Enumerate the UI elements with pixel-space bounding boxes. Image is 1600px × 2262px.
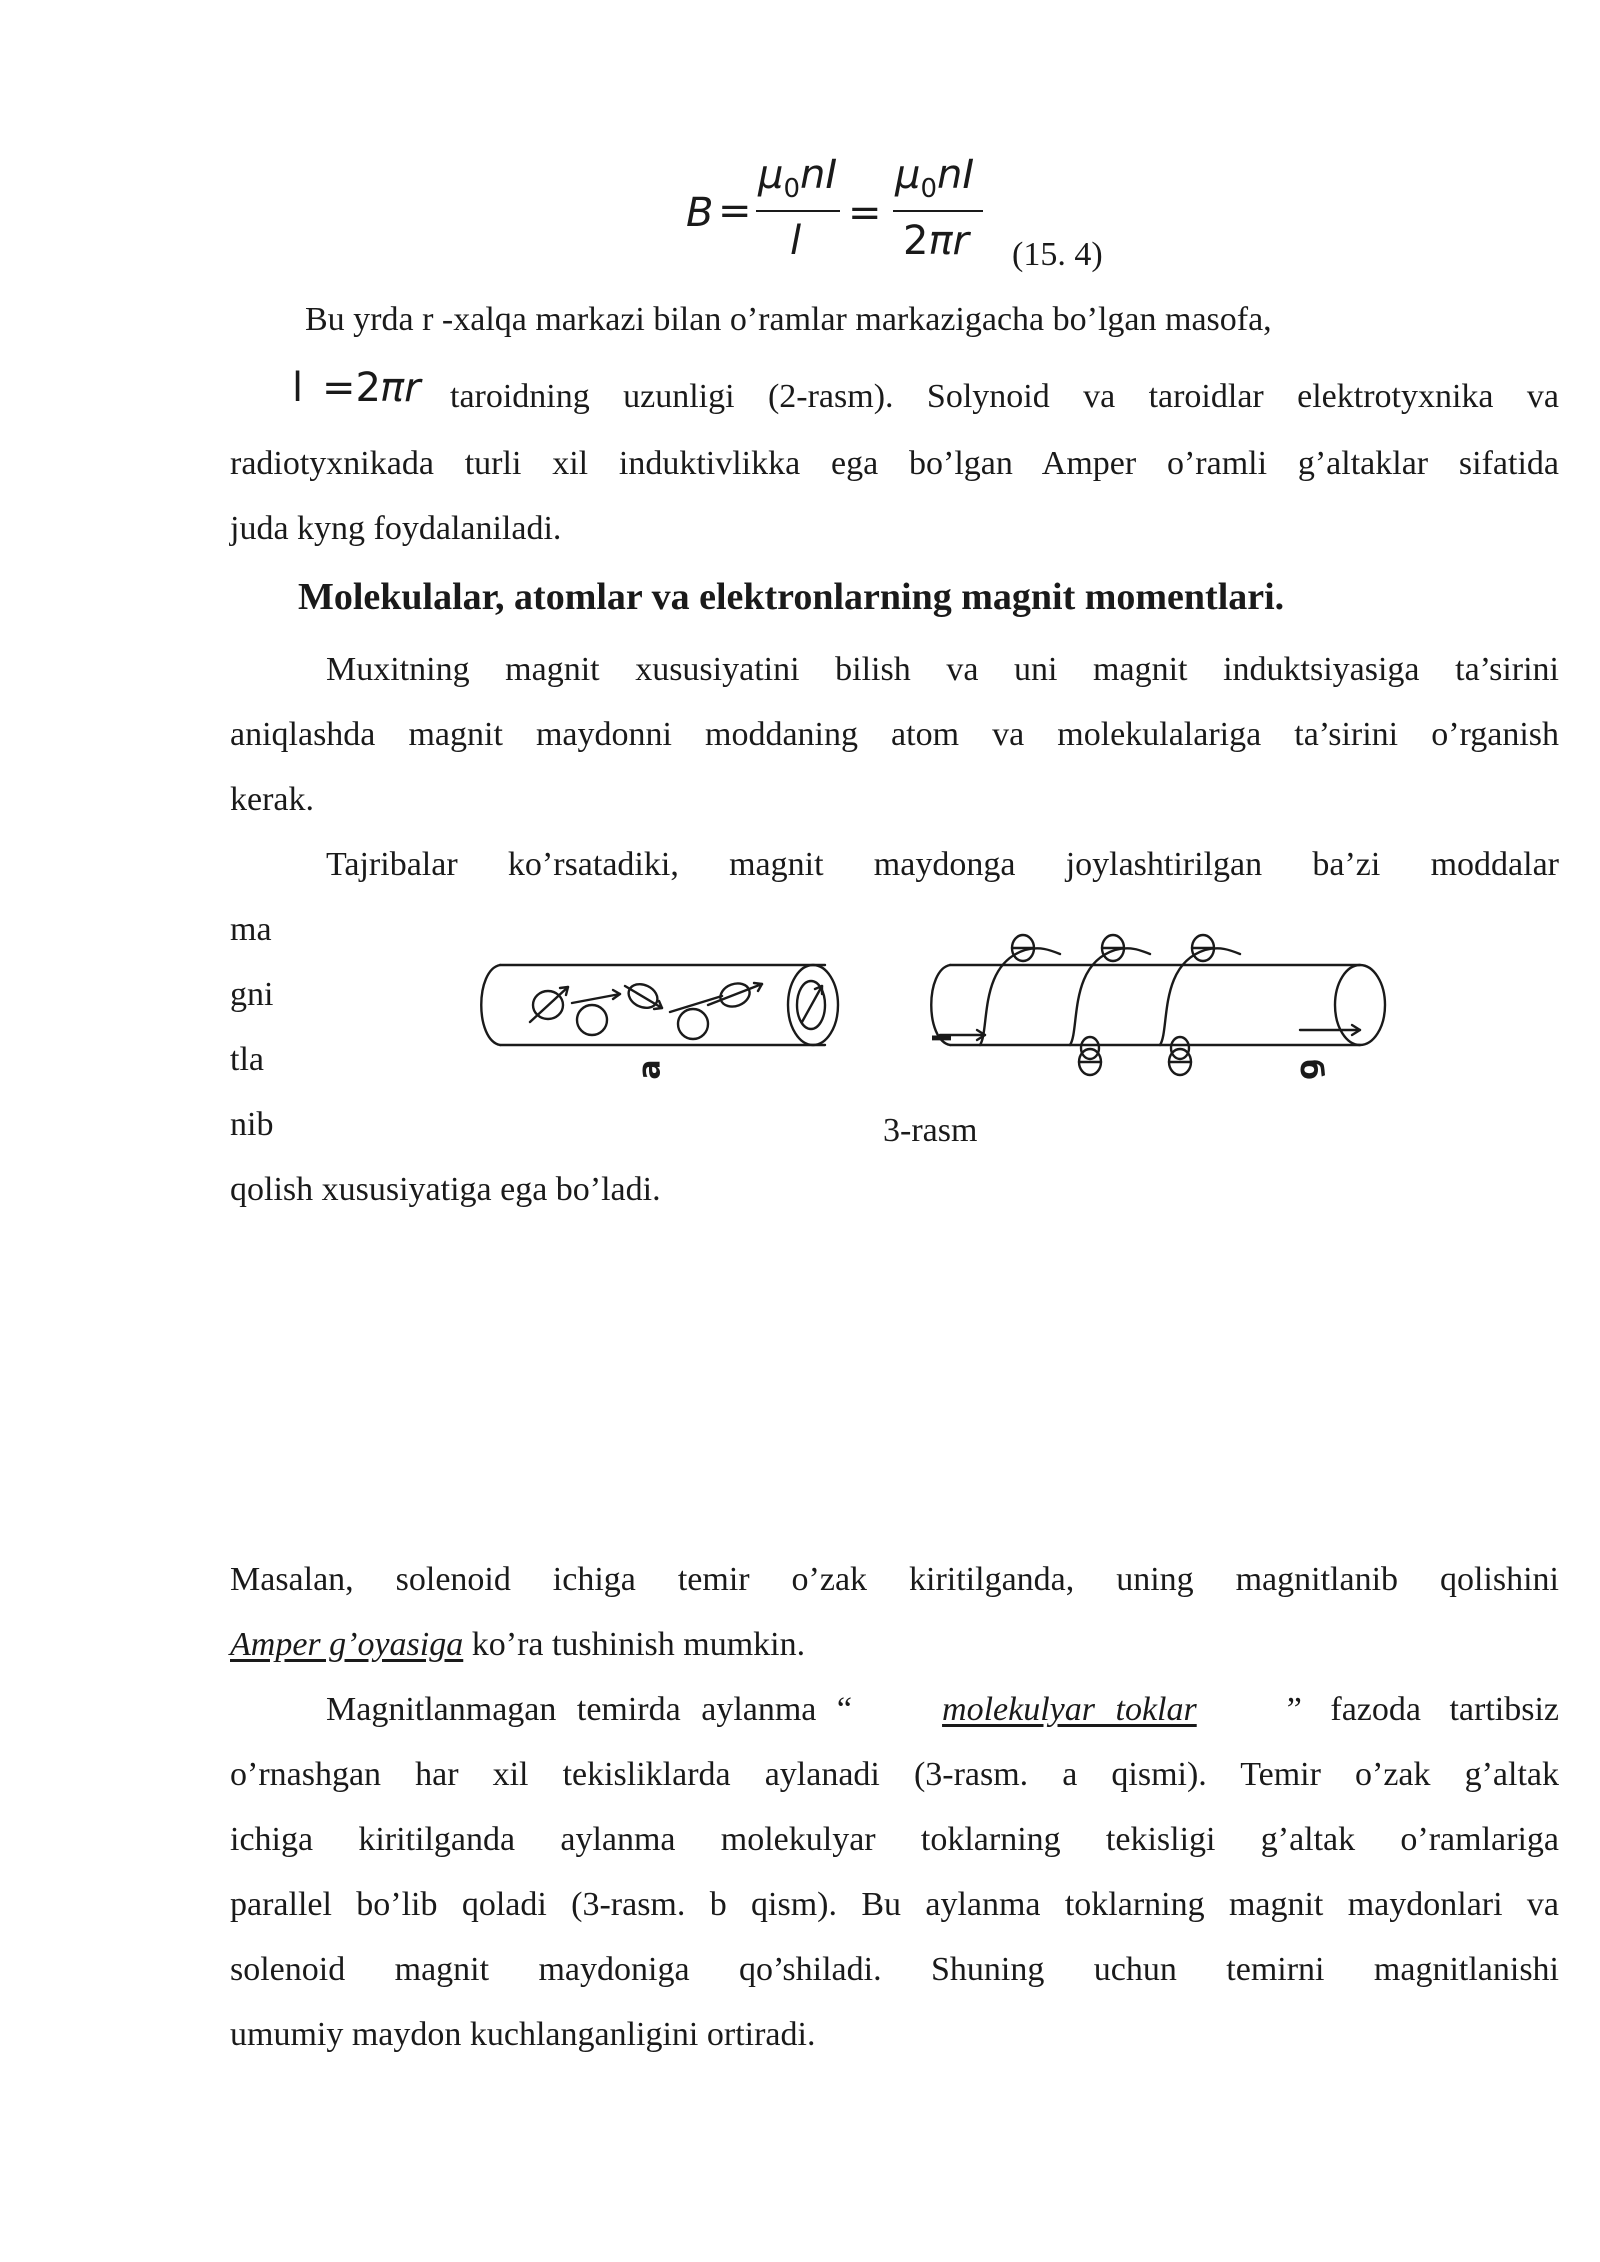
para1-line1: Bu yrda r -xalqa markazi bilan o’ramlar markazigacha bo’lgan masofa, <box>305 301 1272 338</box>
link-amper-goyasi[interactable]: Amper g’oyasiga <box>230 1626 464 1663</box>
para1-math-var: πr <box>380 365 421 411</box>
formula-den2 <box>903 218 969 264</box>
solenoid-b-cylinder <box>931 965 1385 1045</box>
para2-line3: kerak. <box>230 781 315 818</box>
para5-line3: ichiga kiritilganda aylanma molekulyar toklarning tekisligi g’altak o’ramlariga <box>230 1821 1559 1858</box>
para4-line2 <box>230 1628 805 1662</box>
formula-num1-sub: 0 <box>783 174 800 204</box>
para2-line2: aniqlashda magnit maydonni moddaning atom va molekulalariga ta’sirini o’rganish <box>230 716 1559 753</box>
formula-num2-rest: nI <box>937 152 975 198</box>
figure-label-a: a <box>632 1059 668 1080</box>
solenoid-b-windings <box>940 948 1360 1045</box>
para1-line2: taroidning uzunligi (2-rasm). Solynoid va taroidlar elektrotyxnika va <box>450 378 1559 415</box>
figure-label-current: I <box>924 1033 955 1043</box>
formula-den2-var: πr <box>928 218 969 264</box>
molecular-current-loops-b <box>1012 935 1214 1075</box>
formula-den2-num: 2 <box>903 218 929 264</box>
para5-line4: parallel bo’lib qoladi (3-rasm. b qism). Bu aylanma toklarning magnit maydonlari va <box>230 1886 1559 1923</box>
para5-line1-pre: Magnitlanmagan temirda aylanma “ <box>326 1691 852 1728</box>
para1-line4: juda kyng foydalaniladi. <box>230 510 562 547</box>
figure-3-diagram <box>460 910 1410 1100</box>
para2-line1: Muxitning magnit xususiyatini bilish va uni magnit induktsiyasiga ta’sirini <box>326 651 1559 688</box>
para3-line-last: qolish xususiyatiga ega bo’ladi. <box>230 1171 661 1208</box>
formula-num2-sub: 0 <box>920 174 937 204</box>
formula-fraction-bar-2 <box>893 210 983 212</box>
para1-math-l: l <box>292 365 304 411</box>
formula-fraction-bar-1 <box>756 210 840 212</box>
para3-fragment-2: gni <box>230 976 274 1013</box>
formula-den1: l <box>790 218 802 264</box>
formula-num1-rest: nI <box>800 152 838 198</box>
formula-num1 <box>758 152 837 204</box>
para3-fragment-1: ma <box>230 911 272 948</box>
formula-num2 <box>895 152 974 204</box>
para5-line2: o’rnashgan har xil tekisliklarda aylanadi (3-rasm. a qismi). Temir o’zak g’altak <box>230 1756 1559 1793</box>
para5-line5: solenoid magnit maydoniga qo’shiladi. Shuning uchun temirni magnitlanishi <box>230 1951 1559 1988</box>
para1-math-eq: =2 <box>322 365 381 411</box>
para5-line1-post: ” fazoda tartibsiz <box>1286 1691 1559 1728</box>
molecular-current-loops-a <box>530 980 825 1039</box>
formula-label: (15. 4) <box>1012 236 1103 273</box>
para1-line3: radiotyxnikada turli xil induktivlikka ega bo’lgan Amper o’ramli g’altaklar sifatida <box>230 445 1559 482</box>
para4-line2-rest: ko’ra tushinish mumkin. <box>463 1626 806 1663</box>
figure-label-b: б <box>1292 1059 1328 1080</box>
formula-num1-mu: μ <box>758 152 784 198</box>
para3-fragment-3: tla <box>230 1041 264 1078</box>
link-molekulyar-toklar[interactable]: molekulyar toklar <box>942 1691 1197 1728</box>
formula-equals-2: = <box>848 190 882 236</box>
para5-line6: umumiy maydon kuchlanganligini ortiradi. <box>230 2016 816 2053</box>
formula-num2-mu: μ <box>895 152 921 198</box>
para3-line1: Tajribalar ko’rsatadiki, magnit maydonga joylashtirilgan ba’zi moddalar <box>326 846 1559 883</box>
para5-line1 <box>326 1693 1559 1727</box>
formula-lhs: B <box>686 190 714 236</box>
figure-caption: 3-rasm <box>883 1112 978 1149</box>
formula-equals-1: = <box>718 188 752 234</box>
para3-fragment-4: nib <box>230 1106 274 1143</box>
section-heading: Molekulalar, atomlar va elektronlarning magnit momentlari. <box>298 576 1285 618</box>
para4-line1: Masalan, solenoid ichiga temir o’zak kiritilganda, uning magnitlanib qolishini <box>230 1561 1559 1598</box>
